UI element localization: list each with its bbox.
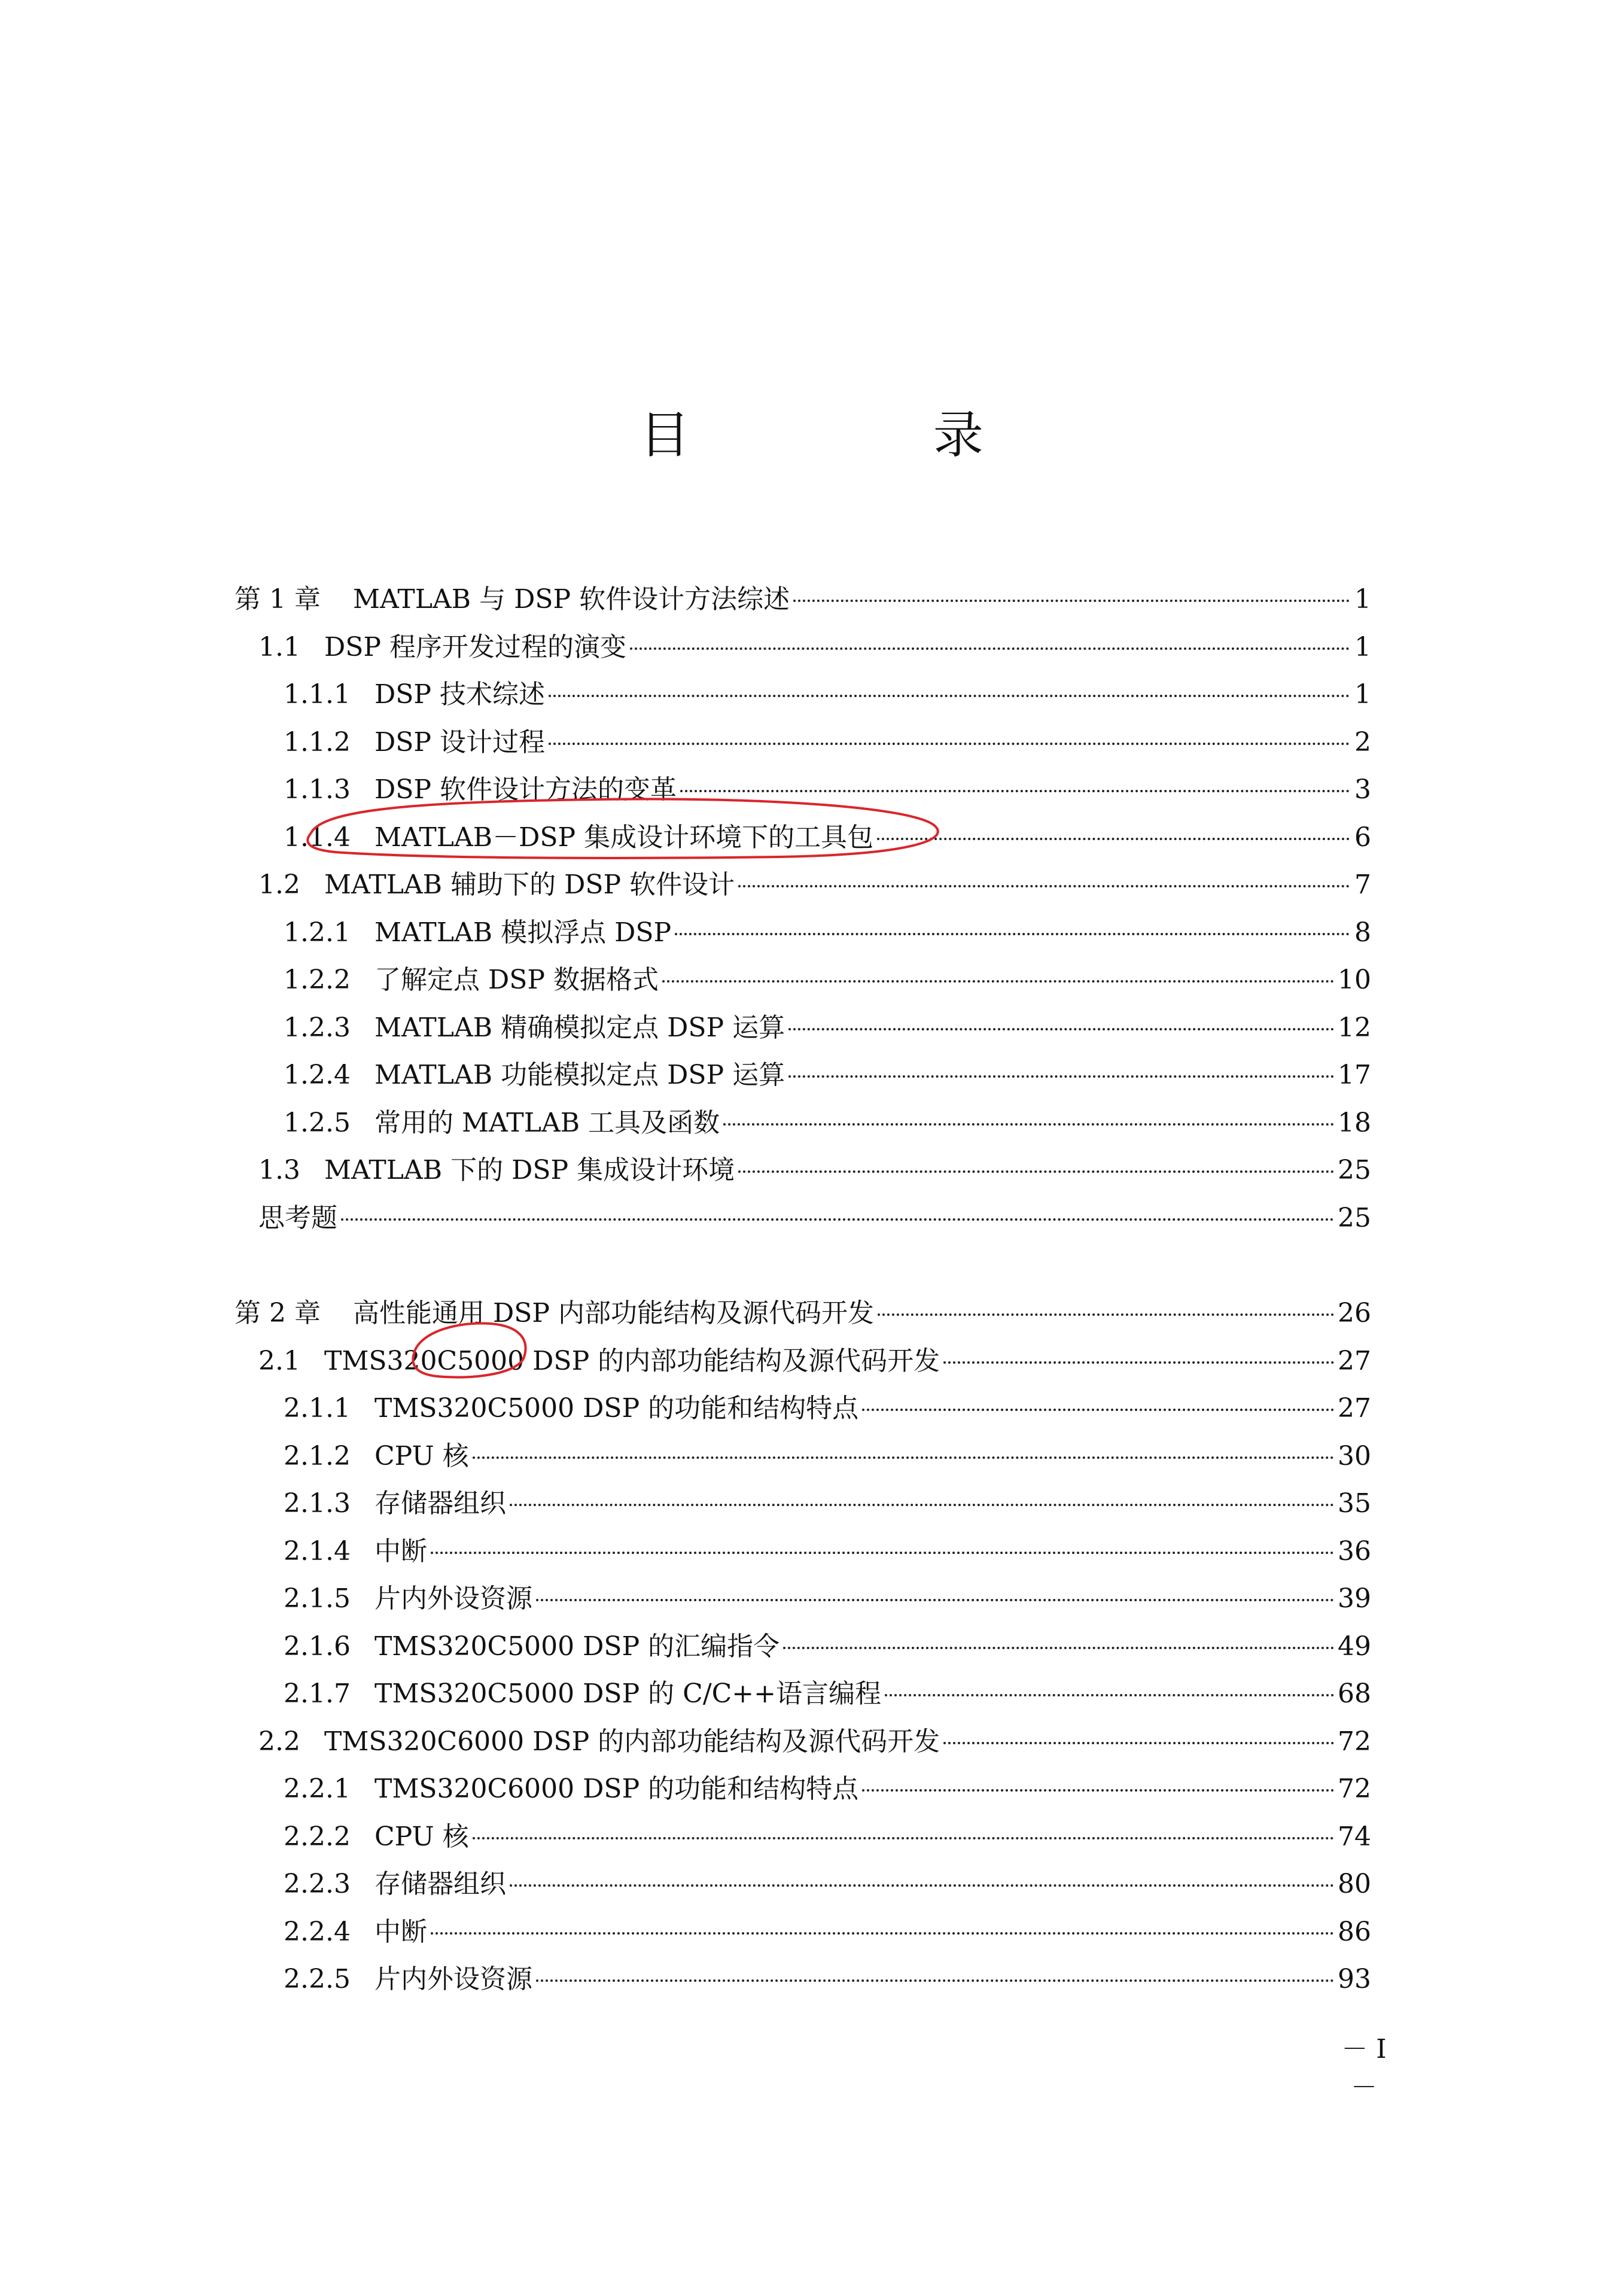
dot-leader [536,1599,1334,1601]
dot-leader [862,1789,1334,1792]
toc-entry-page: 35 [1338,1488,1371,1519]
toc-entry-page: 30 [1338,1440,1371,1471]
toc-entry-title: TMS320C5000 DSP 的内部功能结构及源代码开发 [324,1345,940,1376]
toc-entry[interactable] [235,1099,1371,1147]
toc-entry[interactable] [235,671,1371,719]
dot-leader [431,1932,1334,1935]
toc-entry-page: 72 [1338,1774,1371,1804]
toc-entry-title: 存储器组织 [374,1869,506,1899]
toc-entry-title: 中断 [374,1535,427,1567]
toc-entry-page: 7 [1354,869,1371,900]
toc-entry-page: 2 [1354,726,1371,758]
toc-entry-page: 36 [1338,1535,1371,1567]
toc-entry-number: 1.2 [258,869,300,900]
dot-leader [630,647,1350,650]
toc-entry-number: 2.1 [258,1345,300,1376]
dot-leader [723,1123,1334,1126]
toc-entry[interactable] [235,1623,1371,1671]
toc-entry-number: 2.2.3 [284,1869,351,1899]
toc-entry-page: 68 [1338,1678,1371,1709]
toc-entry[interactable] [235,1290,1371,1337]
toc-entry-number: 2.1.5 [284,1583,351,1614]
toc-entry-title: TMS320C5000 DSP 的 C/C++语言编程 [374,1678,882,1709]
toc-entry-page: 25 [1338,1155,1371,1185]
toc-entry[interactable] [235,1337,1371,1385]
toc-entry-title: MATLAB 辅助下的 DSP 软件设计 [324,869,735,900]
toc-entry-number: 1.2.4 [284,1060,351,1090]
toc-entry-title: TMS320C5000 DSP 的功能和结构特点 [374,1393,859,1424]
toc-entry-page: 17 [1338,1060,1371,1090]
dot-leader [431,1552,1334,1554]
toc-entry[interactable] [235,1147,1371,1194]
toc-entry-title: MATLAB 模拟浮点 DSP [374,917,672,948]
dot-leader [788,1075,1334,1078]
toc-entry-page: 74 [1338,1821,1371,1852]
toc-entry-title: 思考题 [258,1202,337,1233]
toc-entry-title: MATLAB－DSP 集成设计环境下的工具包 [374,822,874,853]
toc-entry-title: 片内外设资源 [374,1964,532,1994]
dot-leader [536,1979,1334,1982]
dot-leader [549,743,1350,745]
toc-entry[interactable] [235,1194,1371,1242]
dot-leader [738,1170,1334,1173]
toc-entry[interactable] [235,1956,1371,2003]
toc-entry-number: 1.1.1 [284,679,351,710]
toc-entry[interactable] [235,1670,1371,1718]
toc-entry-page: 26 [1338,1298,1371,1328]
dot-leader [738,885,1350,887]
toc-entry-page: 25 [1338,1202,1371,1233]
toc-entry-title: DSP 技术综述 [374,679,546,710]
toc-entry-page: 1 [1354,631,1371,662]
toc-entry-number: 1.3 [258,1155,300,1185]
toc-entry[interactable] [235,624,1371,671]
toc-entry[interactable] [235,1385,1371,1433]
toc-entry-title: TMS320C6000 DSP 的内部功能结构及源代码开发 [324,1726,940,1757]
dot-leader [549,695,1350,697]
toc-entry-number: 2.1.4 [284,1535,351,1567]
toc-entry-number: 2.2.5 [284,1964,351,1994]
toc-entry-title: 高性能通用 DSP 内部功能结构及源代码开发 [353,1298,874,1328]
toc-entry[interactable] [235,1908,1371,1956]
dot-leader [473,1456,1334,1459]
toc-entry[interactable] [235,1051,1371,1099]
toc-entry[interactable] [235,719,1371,767]
toc-entry-number: 2.1.7 [284,1678,351,1709]
toc-entry-title: DSP 软件设计方法的变革 [374,774,677,805]
toc-entry-title: MATLAB 功能模拟定点 DSP 运算 [374,1060,785,1090]
toc-entry-page: 27 [1338,1393,1371,1424]
page-number: － I － [1341,2034,1387,2103]
toc-entry-number: 1.2.1 [284,917,351,948]
toc-entry-page: 8 [1354,917,1371,948]
toc-entry[interactable] [235,1575,1371,1623]
toc-entry-page: 93 [1338,1964,1371,1994]
toc-entry-number: 1.2.2 [284,965,351,995]
toc-entry[interactable] [235,1718,1371,1766]
dot-leader [675,933,1350,935]
toc-entry[interactable] [235,1813,1371,1861]
toc-entry[interactable] [235,1433,1371,1480]
toc-entry-title: 片内外设资源 [374,1583,532,1614]
toc-entry-page: 1 [1354,679,1371,710]
toc-entry[interactable] [235,576,1371,624]
toc-entry-title: MATLAB 精确模拟定点 DSP 运算 [374,1012,785,1043]
toc-entry-page: 12 [1338,1012,1371,1043]
toc-entry-title: 常用的 MATLAB 工具及函数 [374,1107,720,1138]
toc-entry-page: 18 [1338,1107,1371,1138]
toc-entry-number: 2.1.3 [284,1488,351,1519]
toc-entry-number: 1.2.3 [284,1012,351,1043]
toc-entry-number: 1.1.2 [284,726,351,758]
toc-entry-page: 72 [1338,1726,1371,1757]
dot-leader [341,1218,1334,1221]
toc-entry-number: 2.1.2 [284,1440,351,1471]
toc-entry-page: 10 [1338,965,1371,995]
toc-entry-page: 39 [1338,1583,1371,1614]
toc-entry-number: 1.1.3 [284,774,351,805]
toc-entry-number: 2.2.2 [284,1821,351,1852]
toc-entry-page: 27 [1338,1345,1371,1376]
toc-entry-number: 第 2 章 [235,1298,321,1328]
dot-leader [885,1694,1334,1696]
dot-leader [943,1742,1334,1744]
dot-leader [510,1884,1334,1887]
toc-entry-title: TMS320C5000 DSP 的汇编指令 [374,1631,780,1662]
toc-entry[interactable] [235,814,1371,862]
toc-entry-page: 1 [1354,584,1371,615]
dot-leader [510,1504,1334,1506]
toc-entry[interactable] [235,1004,1371,1052]
toc-entry-title: MATLAB 与 DSP 软件设计方法综述 [353,584,790,615]
toc-entry[interactable] [235,1765,1371,1813]
dot-leader [680,790,1350,792]
toc-entry-title: 了解定点 DSP 数据格式 [374,965,659,995]
toc-entry-title: DSP 程序开发过程的演变 [324,631,627,662]
toc-entry-page: 3 [1354,774,1371,805]
dot-leader [943,1361,1334,1364]
toc-entry-page: 86 [1338,1916,1371,1947]
toc-entry-number: 2.1.6 [284,1631,351,1662]
dot-leader [473,1837,1334,1839]
toc-entry[interactable] [235,1860,1371,1908]
page-title: 目 录 [640,406,1097,464]
toc-entry[interactable] [235,956,1371,1004]
dot-leader [662,980,1334,983]
toc-entry-number: 2.2.1 [284,1774,351,1804]
toc-entry[interactable] [235,861,1371,909]
toc-entry-number: 2.2.4 [284,1916,351,1947]
toc-entry-page: 6 [1354,822,1371,853]
toc-entry-title: DSP 设计过程 [374,726,546,758]
toc-entry[interactable] [235,766,1371,814]
toc-entry-number: 第 1 章 [235,584,321,615]
dot-leader [877,838,1350,840]
toc-entry-page: 49 [1338,1631,1371,1662]
toc-entry-number: 2.1.1 [284,1393,351,1424]
toc-entry[interactable] [235,1528,1371,1576]
toc-entry-title: MATLAB 下的 DSP 集成设计环境 [324,1155,735,1185]
toc-entry[interactable] [235,1480,1371,1528]
dot-leader [788,1028,1334,1030]
toc-entry[interactable] [235,909,1371,957]
toc-entry-title: TMS320C6000 DSP 的功能和结构特点 [374,1774,859,1804]
toc-entry-title: 存储器组织 [374,1488,506,1519]
dot-leader [878,1313,1334,1316]
toc-entry-number: 1.1 [258,631,300,662]
toc-entry-number: 2.2 [258,1726,300,1757]
toc-entry-title: CPU 核 [374,1440,469,1471]
table-of-contents [235,576,1371,2003]
dot-leader [783,1647,1334,1649]
toc-entry-page: 80 [1338,1869,1371,1899]
toc-entry-title: 中断 [374,1916,427,1947]
toc-entry-number: 1.2.5 [284,1107,351,1138]
toc-entry-title: CPU 核 [374,1821,469,1852]
toc-entry-number: 1.1.4 [284,822,351,853]
dot-leader [793,600,1350,602]
dot-leader [862,1409,1334,1411]
